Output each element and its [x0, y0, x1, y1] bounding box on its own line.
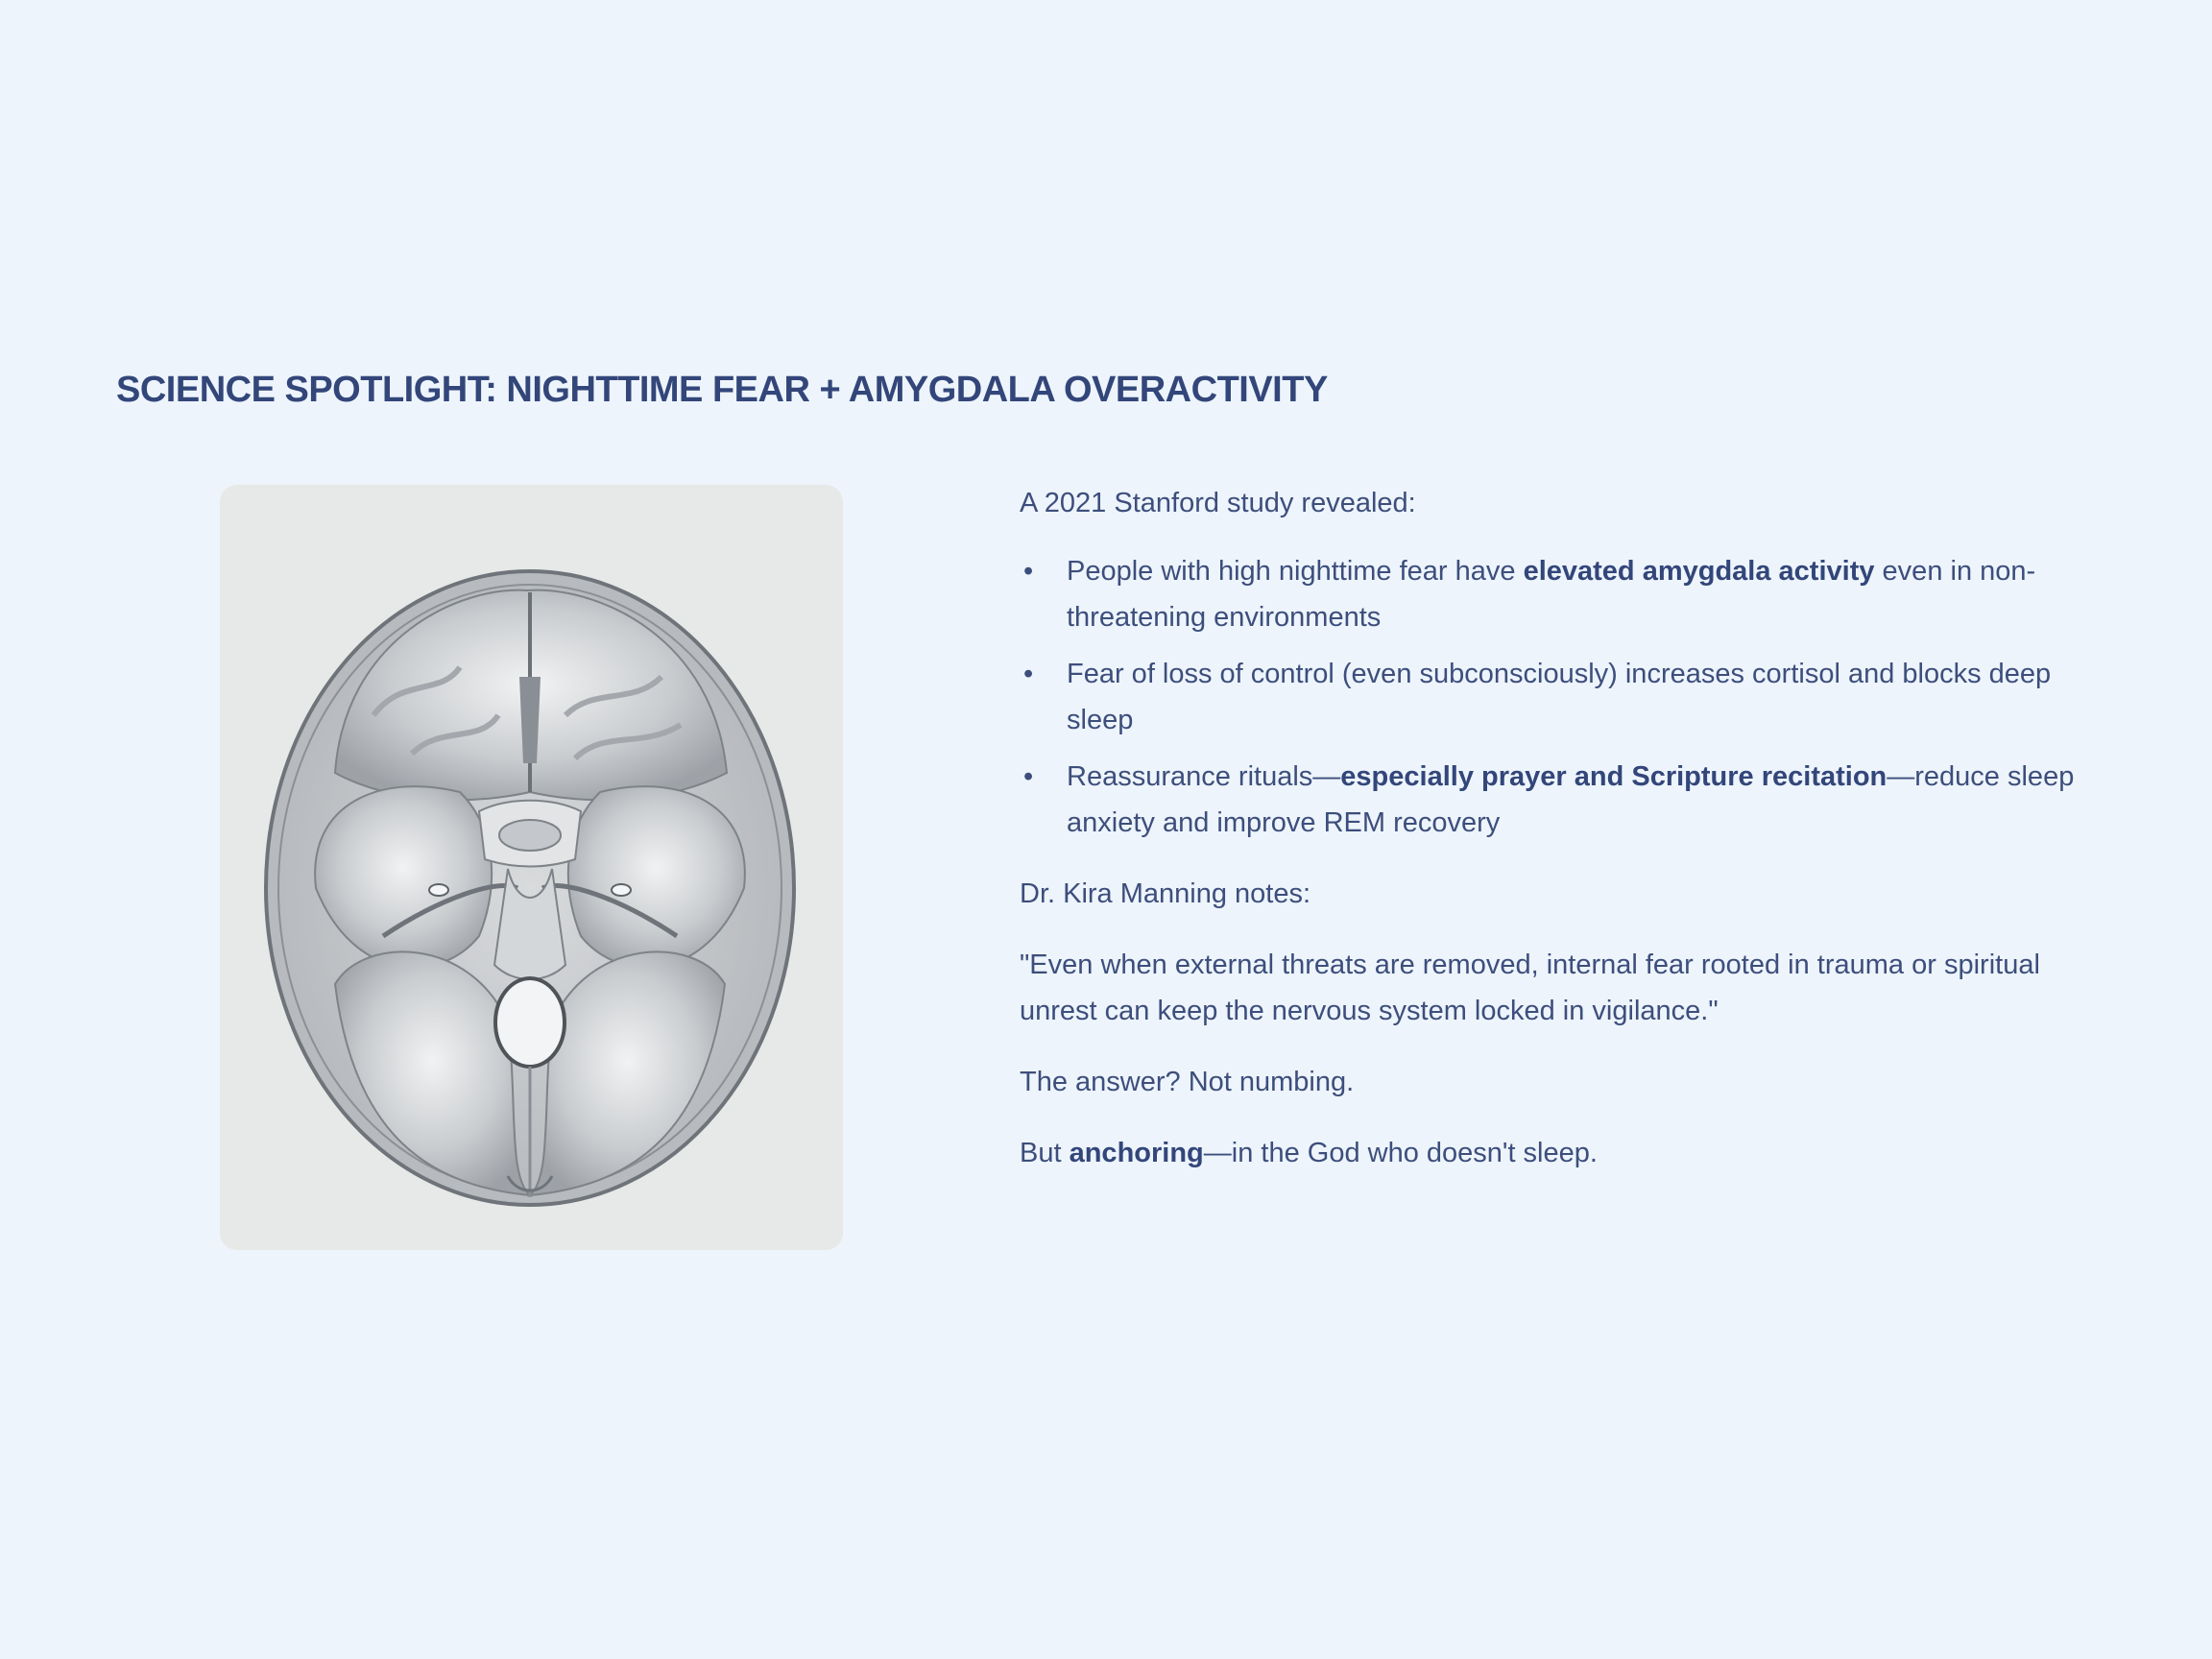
intro-text: A 2021 Stanford study revealed:: [1020, 488, 1416, 518]
bullet-icon: •: [1023, 556, 1034, 587]
bullet-icon: •: [1023, 659, 1034, 689]
list-item: • People with high nighttime fear have elevated amygdala activity even in non-threatening environments: [1020, 548, 2076, 640]
skull-base-illustration: [220, 485, 843, 1250]
closing-text: But anchoring—in the God who doesn't sleep.: [1020, 1138, 1598, 1168]
list-item: • Reassurance rituals—especially prayer and Scripture recitation—reduce sleep anxiety and improve REM recovery: [1020, 754, 2076, 846]
answer-text: The answer? Not numbing.: [1020, 1067, 1355, 1097]
bullet-icon: •: [1023, 761, 1034, 792]
page-title: SCIENCE SPOTLIGHT: NIGHTTIME FEAR + AMYGDALA OVERACTIVITY: [116, 370, 1328, 410]
skull-base-drawing: [220, 485, 843, 1250]
quote-text: "Even when external threats are removed, internal fear rooted in trauma or spiritual unrest can keep the nervous system locked in vigilance.": [1020, 950, 2040, 1026]
list-item: • Fear of loss of control (even subconsciously) increases cortisol and blocks deep sleep: [1020, 651, 2076, 743]
notes-label: Dr. Kira Manning notes:: [1020, 878, 1311, 909]
findings-list: [1020, 548, 2076, 846]
article-body: [1020, 480, 2076, 1176]
